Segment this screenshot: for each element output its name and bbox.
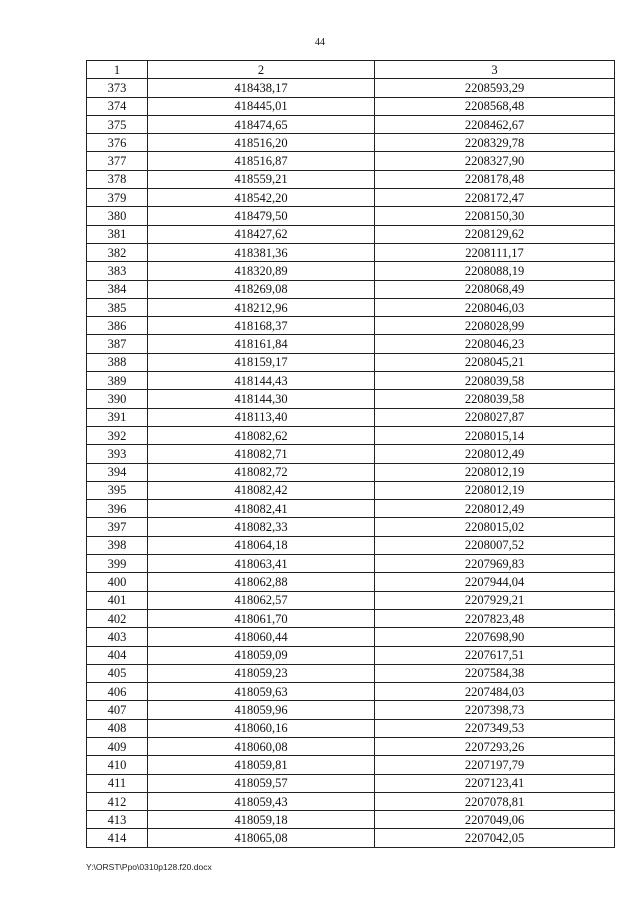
cell-y-coordinate: 2207398,73 bbox=[375, 701, 615, 719]
header-row bbox=[87, 61, 615, 79]
cell-y-coordinate: 2208329,78 bbox=[375, 134, 615, 152]
cell-y-coordinate: 2208046,23 bbox=[375, 335, 615, 353]
table-row bbox=[87, 189, 615, 207]
table-row bbox=[87, 719, 615, 737]
cell-number: 401 bbox=[87, 591, 148, 609]
cell-number: 410 bbox=[87, 756, 148, 774]
cell-number: 397 bbox=[87, 518, 148, 536]
cell-number: 384 bbox=[87, 280, 148, 298]
cell-y-coordinate: 2207078,81 bbox=[375, 792, 615, 810]
cell-x-coordinate: 418474,65 bbox=[148, 115, 375, 133]
cell-y-coordinate: 2208111,17 bbox=[375, 243, 615, 261]
table-row bbox=[87, 701, 615, 719]
cell-x-coordinate: 418427,62 bbox=[148, 225, 375, 243]
cell-y-coordinate: 2208012,49 bbox=[375, 500, 615, 518]
table-row bbox=[87, 646, 615, 664]
cell-x-coordinate: 418082,72 bbox=[148, 463, 375, 481]
cell-x-coordinate: 418059,57 bbox=[148, 774, 375, 792]
table-row bbox=[87, 115, 615, 133]
cell-x-coordinate: 418559,21 bbox=[148, 170, 375, 188]
cell-number: 395 bbox=[87, 481, 148, 499]
cell-y-coordinate: 2207049,06 bbox=[375, 811, 615, 829]
cell-x-coordinate: 418059,63 bbox=[148, 683, 375, 701]
cell-y-coordinate: 2208015,14 bbox=[375, 426, 615, 444]
cell-x-coordinate: 418082,62 bbox=[148, 426, 375, 444]
cell-number: 391 bbox=[87, 408, 148, 426]
table-row bbox=[87, 774, 615, 792]
cell-x-coordinate: 418542,20 bbox=[148, 189, 375, 207]
table-row bbox=[87, 134, 615, 152]
cell-number: 394 bbox=[87, 463, 148, 481]
table-row bbox=[87, 664, 615, 682]
table-row bbox=[87, 555, 615, 573]
table-row bbox=[87, 408, 615, 426]
cell-y-coordinate: 2208027,87 bbox=[375, 408, 615, 426]
cell-y-coordinate: 2207484,03 bbox=[375, 683, 615, 701]
column-header-number: 1 bbox=[87, 61, 148, 79]
cell-number: 381 bbox=[87, 225, 148, 243]
cell-y-coordinate: 2208129,62 bbox=[375, 225, 615, 243]
cell-y-coordinate: 2207823,48 bbox=[375, 609, 615, 627]
cell-number: 385 bbox=[87, 298, 148, 316]
cell-x-coordinate: 418082,33 bbox=[148, 518, 375, 536]
table-row bbox=[87, 426, 615, 444]
cell-number: 380 bbox=[87, 207, 148, 225]
cell-x-coordinate: 418212,96 bbox=[148, 298, 375, 316]
cell-x-coordinate: 418059,18 bbox=[148, 811, 375, 829]
table-row bbox=[87, 756, 615, 774]
cell-x-coordinate: 418065,08 bbox=[148, 829, 375, 847]
cell-x-coordinate: 418059,43 bbox=[148, 792, 375, 810]
cell-y-coordinate: 2208045,21 bbox=[375, 353, 615, 371]
table-row bbox=[87, 298, 615, 316]
cell-y-coordinate: 2208327,90 bbox=[375, 152, 615, 170]
table-row bbox=[87, 225, 615, 243]
table-row bbox=[87, 372, 615, 390]
cell-number: 403 bbox=[87, 628, 148, 646]
cell-number: 389 bbox=[87, 372, 148, 390]
cell-number: 377 bbox=[87, 152, 148, 170]
cell-y-coordinate: 2207197,79 bbox=[375, 756, 615, 774]
cell-x-coordinate: 418161,84 bbox=[148, 335, 375, 353]
cell-y-coordinate: 2208568,48 bbox=[375, 97, 615, 115]
cell-x-coordinate: 418060,16 bbox=[148, 719, 375, 737]
cell-x-coordinate: 418479,50 bbox=[148, 207, 375, 225]
table-row bbox=[87, 152, 615, 170]
cell-x-coordinate: 418060,08 bbox=[148, 737, 375, 755]
cell-x-coordinate: 418438,17 bbox=[148, 79, 375, 97]
cell-x-coordinate: 418445,01 bbox=[148, 97, 375, 115]
table-row bbox=[87, 207, 615, 225]
table-row bbox=[87, 591, 615, 609]
cell-x-coordinate: 418062,88 bbox=[148, 573, 375, 591]
table-row bbox=[87, 317, 615, 335]
cell-x-coordinate: 418061,70 bbox=[148, 609, 375, 627]
table-row bbox=[87, 683, 615, 701]
cell-y-coordinate: 2207969,83 bbox=[375, 555, 615, 573]
cell-y-coordinate: 2207617,51 bbox=[375, 646, 615, 664]
cell-number: 414 bbox=[87, 829, 148, 847]
cell-y-coordinate: 2208178,48 bbox=[375, 170, 615, 188]
table-row bbox=[87, 737, 615, 755]
table-row bbox=[87, 481, 615, 499]
cell-number: 376 bbox=[87, 134, 148, 152]
cell-number: 396 bbox=[87, 500, 148, 518]
table-body bbox=[87, 79, 615, 847]
cell-number: 409 bbox=[87, 737, 148, 755]
table-row bbox=[87, 518, 615, 536]
cell-number: 405 bbox=[87, 664, 148, 682]
table-row bbox=[87, 280, 615, 298]
cell-number: 383 bbox=[87, 262, 148, 280]
cell-number: 402 bbox=[87, 609, 148, 627]
cell-y-coordinate: 2208015,02 bbox=[375, 518, 615, 536]
cell-x-coordinate: 418060,44 bbox=[148, 628, 375, 646]
cell-x-coordinate: 418113,40 bbox=[148, 408, 375, 426]
table-row bbox=[87, 335, 615, 353]
cell-x-coordinate: 418516,20 bbox=[148, 134, 375, 152]
cell-x-coordinate: 418059,81 bbox=[148, 756, 375, 774]
footer-file-path: Y:\ORST\Ppo\0310p128.f20.docx bbox=[86, 862, 212, 872]
cell-x-coordinate: 418144,30 bbox=[148, 390, 375, 408]
cell-y-coordinate: 2208172,47 bbox=[375, 189, 615, 207]
table-row bbox=[87, 463, 615, 481]
cell-x-coordinate: 418159,17 bbox=[148, 353, 375, 371]
table-header bbox=[87, 61, 615, 79]
cell-y-coordinate: 2208007,52 bbox=[375, 536, 615, 554]
table-row bbox=[87, 243, 615, 261]
cell-number: 387 bbox=[87, 335, 148, 353]
cell-y-coordinate: 2207944,04 bbox=[375, 573, 615, 591]
cell-number: 382 bbox=[87, 243, 148, 261]
cell-number: 400 bbox=[87, 573, 148, 591]
cell-number: 404 bbox=[87, 646, 148, 664]
cell-y-coordinate: 2207123,41 bbox=[375, 774, 615, 792]
cell-y-coordinate: 2207042,05 bbox=[375, 829, 615, 847]
page-number: 44 bbox=[315, 37, 325, 48]
cell-y-coordinate: 2208039,58 bbox=[375, 372, 615, 390]
table-row bbox=[87, 573, 615, 591]
cell-y-coordinate: 2208012,49 bbox=[375, 445, 615, 463]
cell-number: 379 bbox=[87, 189, 148, 207]
table-row bbox=[87, 97, 615, 115]
cell-number: 406 bbox=[87, 683, 148, 701]
table-row bbox=[87, 500, 615, 518]
cell-y-coordinate: 2208039,58 bbox=[375, 390, 615, 408]
cell-y-coordinate: 2208012,19 bbox=[375, 481, 615, 499]
table-row bbox=[87, 170, 615, 188]
cell-x-coordinate: 418168,37 bbox=[148, 317, 375, 335]
cell-y-coordinate: 2207698,90 bbox=[375, 628, 615, 646]
cell-number: 392 bbox=[87, 426, 148, 444]
cell-x-coordinate: 418144,43 bbox=[148, 372, 375, 390]
cell-y-coordinate: 2207584,38 bbox=[375, 664, 615, 682]
cell-x-coordinate: 418062,57 bbox=[148, 591, 375, 609]
column-header-y: 3 bbox=[375, 61, 615, 79]
cell-y-coordinate: 2208028,99 bbox=[375, 317, 615, 335]
table-row bbox=[87, 353, 615, 371]
cell-x-coordinate: 418082,41 bbox=[148, 500, 375, 518]
table-row bbox=[87, 628, 615, 646]
cell-number: 388 bbox=[87, 353, 148, 371]
cell-number: 413 bbox=[87, 811, 148, 829]
table-row bbox=[87, 811, 615, 829]
table-row bbox=[87, 829, 615, 847]
cell-y-coordinate: 2207929,21 bbox=[375, 591, 615, 609]
cell-number: 393 bbox=[87, 445, 148, 463]
cell-number: 386 bbox=[87, 317, 148, 335]
cell-y-coordinate: 2208462,67 bbox=[375, 115, 615, 133]
cell-x-coordinate: 418059,96 bbox=[148, 701, 375, 719]
cell-y-coordinate: 2208068,49 bbox=[375, 280, 615, 298]
cell-x-coordinate: 418381,36 bbox=[148, 243, 375, 261]
table-row bbox=[87, 390, 615, 408]
table-row bbox=[87, 79, 615, 97]
cell-number: 373 bbox=[87, 79, 148, 97]
table-row bbox=[87, 609, 615, 627]
cell-number: 398 bbox=[87, 536, 148, 554]
cell-x-coordinate: 418064,18 bbox=[148, 536, 375, 554]
table-row bbox=[87, 262, 615, 280]
table-row bbox=[87, 536, 615, 554]
cell-x-coordinate: 418059,09 bbox=[148, 646, 375, 664]
cell-x-coordinate: 418269,08 bbox=[148, 280, 375, 298]
cell-x-coordinate: 418082,42 bbox=[148, 481, 375, 499]
cell-y-coordinate: 2208150,30 bbox=[375, 207, 615, 225]
cell-x-coordinate: 418082,71 bbox=[148, 445, 375, 463]
cell-number: 390 bbox=[87, 390, 148, 408]
cell-y-coordinate: 2207349,53 bbox=[375, 719, 615, 737]
column-header-x: 2 bbox=[148, 61, 375, 79]
cell-number: 412 bbox=[87, 792, 148, 810]
cell-y-coordinate: 2208593,29 bbox=[375, 79, 615, 97]
cell-y-coordinate: 2207293,26 bbox=[375, 737, 615, 755]
cell-x-coordinate: 418516,87 bbox=[148, 152, 375, 170]
table-row bbox=[87, 445, 615, 463]
table-row bbox=[87, 792, 615, 810]
cell-x-coordinate: 418059,23 bbox=[148, 664, 375, 682]
cell-x-coordinate: 418320,89 bbox=[148, 262, 375, 280]
cell-y-coordinate: 2208012,19 bbox=[375, 463, 615, 481]
cell-y-coordinate: 2208088,19 bbox=[375, 262, 615, 280]
cell-number: 378 bbox=[87, 170, 148, 188]
cell-number: 408 bbox=[87, 719, 148, 737]
cell-x-coordinate: 418063,41 bbox=[148, 555, 375, 573]
cell-number: 411 bbox=[87, 774, 148, 792]
cell-number: 407 bbox=[87, 701, 148, 719]
coordinates-table bbox=[86, 60, 615, 848]
cell-number: 375 bbox=[87, 115, 148, 133]
cell-y-coordinate: 2208046,03 bbox=[375, 298, 615, 316]
cell-number: 399 bbox=[87, 555, 148, 573]
cell-number: 374 bbox=[87, 97, 148, 115]
